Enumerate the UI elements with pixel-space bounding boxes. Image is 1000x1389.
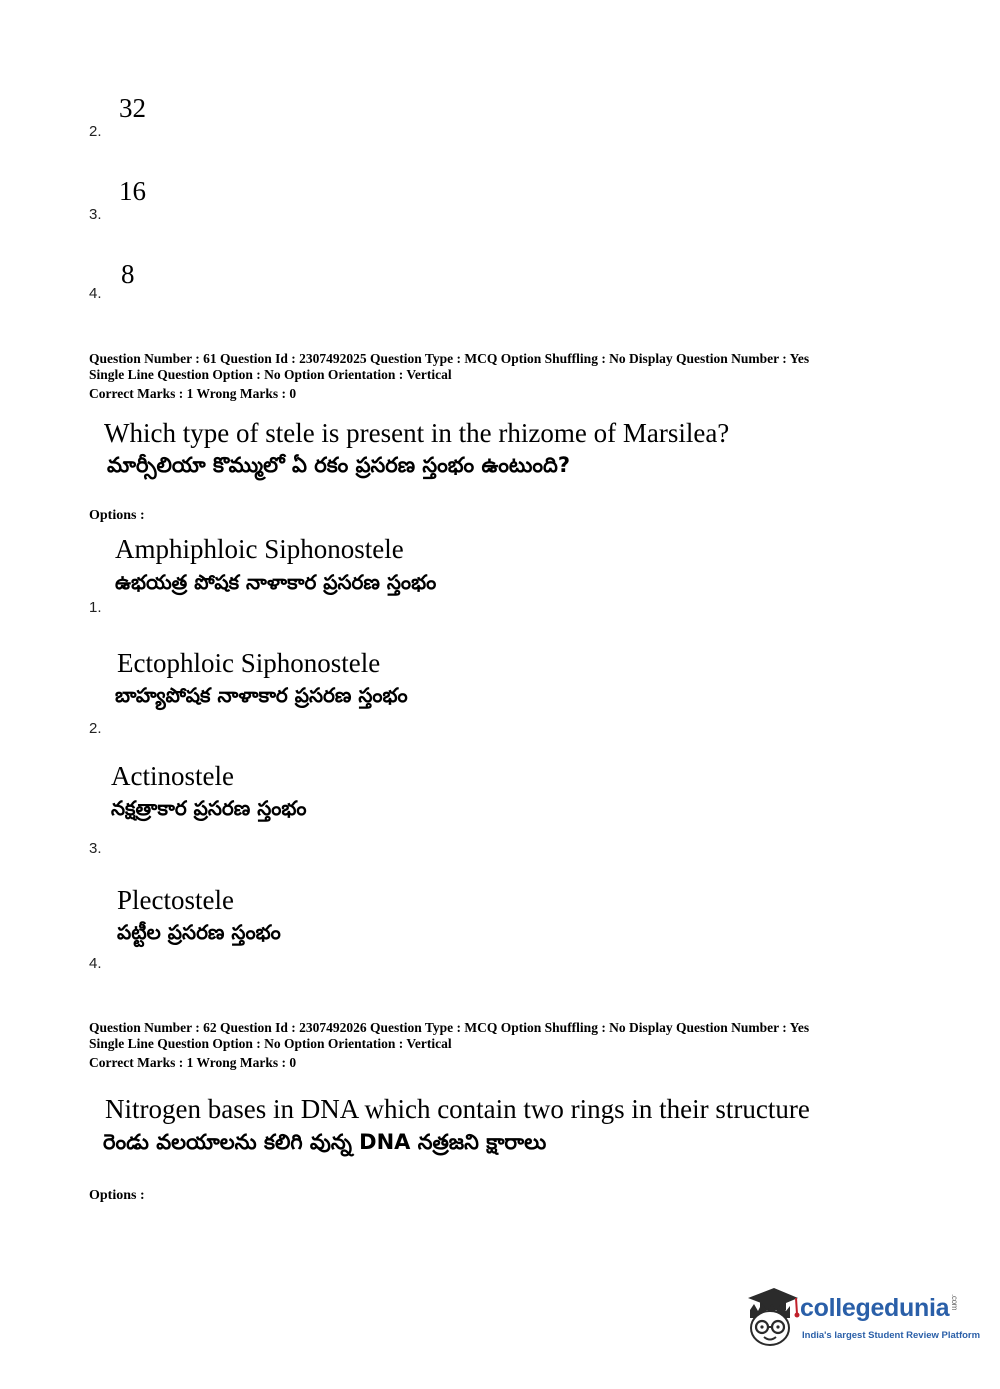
q61-option-3-en: Actinostele	[111, 761, 234, 791]
prev-option-2-value: 32	[119, 93, 146, 123]
q62-meta-line2: Single Line Question Option : No Option Orientation : Vertical	[89, 1035, 452, 1051]
q61-question-en: Which type of stele is present in the rhizome of Marsilea?	[104, 418, 730, 448]
student-mascot-icon	[740, 1284, 802, 1352]
prev-option-4-value: 8	[121, 259, 135, 289]
q61-option-2-te: బాహ్యపోషక నాళాకార ప్రసరణ స్తంభం	[115, 683, 408, 707]
q61-option-4-en: Plectostele	[117, 885, 234, 915]
q61-option-1-en: Amphiphloic Siphonostele	[115, 534, 404, 564]
prev-option-4-number: 4.	[89, 285, 102, 302]
q61-options-label: Options :	[89, 508, 145, 523]
q62-question-en: Nitrogen bases in DNA which contain two rings in their structure	[105, 1094, 810, 1124]
q61-meta-line1: Question Number : 61 Question Id : 2307492025 Question Type : MCQ Option Shuffling : No Display Question Number : Yes	[89, 351, 810, 366]
q61-option-4-te: పట్టీల ప్రసరణ స్తంభం	[117, 920, 281, 944]
logo-wordmark: collegedunia	[800, 1294, 950, 1322]
q61-option-4-number: 4.	[89, 955, 102, 972]
prev-option-2-number: 2.	[89, 123, 102, 140]
q62-meta-line3: Correct Marks : 1 Wrong Marks : 0	[89, 1055, 297, 1070]
logo-tagline: India's largest Student Review Platform	[802, 1330, 981, 1341]
q61-option-3-number: 3.	[89, 840, 102, 857]
q62-meta-line1: Question Number : 62 Question Id : 2307492026 Question Type : MCQ Option Shuffling : No Display Question Number : Yes	[89, 1020, 810, 1035]
q62-question-te: రెండు వలయాలను కలిగి వున్న DNA నత్రజని క్షారాలు	[103, 1130, 547, 1154]
logo-domain-suffix: .com	[950, 1294, 960, 1311]
q61-option-2-number: 2.	[89, 720, 102, 737]
collegedunia-logo	[740, 1284, 981, 1354]
q61-meta	[89, 351, 809, 402]
q61-meta-line3: Correct Marks : 1 Wrong Marks : 0	[89, 386, 297, 401]
prev-option-3-number: 3.	[89, 206, 102, 223]
q61-meta-line2: Single Line Question Option : No Option Orientation : Vertical	[89, 366, 452, 382]
q62-meta	[89, 1020, 809, 1071]
q61-question-te: మార్సీలియా కొమ్ములో ఏ రకం ప్రసరణ స్తంభం ఉంటుంది?	[107, 453, 571, 477]
q61-option-1-number: 1.	[89, 599, 102, 616]
q61-option-3-te: నక్షత్రాకార ప్రసరణ స్తంభం	[111, 796, 307, 820]
prev-option-3-value: 16	[119, 176, 146, 206]
q62-options-label: Options :	[89, 1188, 145, 1203]
q61-option-2-en: Ectophloic Siphonostele	[117, 648, 381, 678]
q61-option-1-te: ఉభయత్ర పోషక నాళాకార ప్రసరణ స్తంభం	[115, 570, 437, 594]
